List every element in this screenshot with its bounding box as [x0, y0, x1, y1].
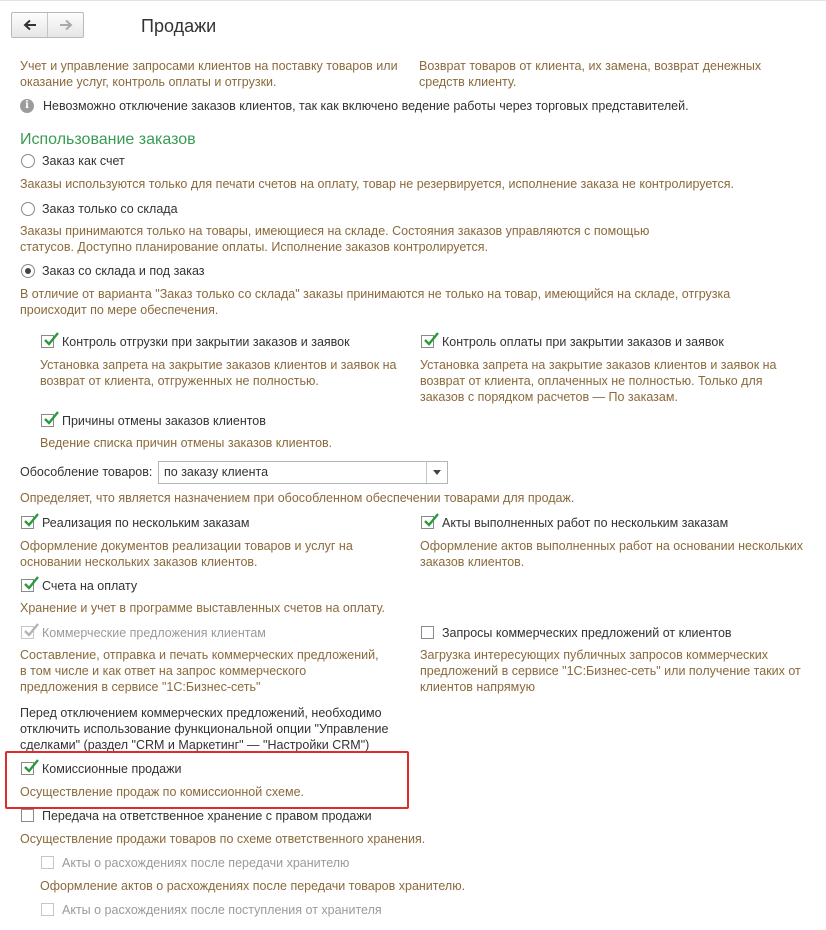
- offers-note: Перед отключением коммерческих предложений, необходимо отключить использование функциональной опции "Управление сделками" (раздел "CRM и Маркетинг" — "Настройки CRM"): [20, 706, 389, 752]
- checkbox-label[interactable]: Счета на оплату: [42, 579, 138, 593]
- checkbox-custody-acts-transfer: [41, 856, 54, 869]
- checkmark-icon: [423, 331, 439, 347]
- dropdown-button[interactable]: [426, 462, 447, 483]
- checkbox-offers: [21, 626, 34, 639]
- setting-description: Хранение и учет в программе выставленных счетов на оплату.: [20, 601, 385, 615]
- checkbox-realization[interactable]: [21, 516, 34, 529]
- checkbox-offer-requests[interactable]: [421, 626, 434, 639]
- radio-order-from-stock[interactable]: [21, 202, 35, 216]
- checkbox-label[interactable]: Реализация по нескольким заказам: [42, 516, 250, 530]
- orders-description: Учет и управление запросами клиентов на поставку товаров или оказание услуг, контроль оплаты и отгрузки.: [20, 59, 398, 89]
- isolation-label: Обособление товаров:: [20, 465, 153, 479]
- option-description: Заказы используются только для печати счетов на оплату, товар не резервируется, исполнение заказа не контролируется.: [20, 177, 734, 191]
- checkmark-icon: [23, 758, 39, 774]
- radio-label[interactable]: Заказ со склада и под заказ: [42, 264, 205, 278]
- page-title: Продажи: [141, 16, 217, 36]
- checkbox-label[interactable]: Комиссионные продажи: [42, 762, 182, 776]
- info-message: Невозможно отключение заказов клиентов, так как включено ведение работы через торговых представителей.: [43, 99, 689, 113]
- option-description: Заказы принимаются только на товары, имеющиеся на складе. Состояния заказов управляются с помощью статусов. Доступно планирование оплаты. Исполнение заказов контролируется.: [20, 224, 650, 254]
- isolation-select[interactable]: [158, 461, 448, 484]
- checkbox-label[interactable]: Передача на ответственное хранение с правом продажи: [42, 809, 372, 823]
- setting-description: Оформление актов о расхождениях после передачи товаров хранителю.: [40, 879, 466, 893]
- radio-label[interactable]: Заказ только со склада: [42, 202, 178, 216]
- top-border: [0, 0, 826, 1]
- checkbox-custody-acts-receipt: [41, 903, 54, 916]
- isolation-value: по заказу клиента: [164, 465, 269, 479]
- section-title-orders: Использование заказов: [20, 131, 196, 148]
- isolation-description: Определяет, что является назначением при обособленном обеспечении товарами для продаж.: [20, 491, 575, 505]
- setting-description: Осуществление продаж по комиссионной схеме.: [20, 785, 304, 799]
- checkbox-ship-control[interactable]: [41, 335, 54, 348]
- setting-description: Осуществление продажи товаров по схеме ответственного хранения.: [20, 832, 426, 846]
- checkbox-pay-control[interactable]: [421, 335, 434, 348]
- checkbox-invoices[interactable]: [21, 579, 34, 592]
- checkbox-label[interactable]: Контроль оплаты при закрытии заказов и заявок: [442, 335, 724, 349]
- setting-description: Оформление документов реализации товаров и услуг на основании нескольких заказов клиентов.: [20, 539, 353, 569]
- setting-description: Установка запрета на закрытие заказов клиентов и заявок на возврат от клиента, оплаченных не полностью. Только для заказов с порядком расчетов — По заказам.: [420, 358, 777, 404]
- setting-description: Оформление актов выполненных работ на основании нескольких заказов клиентов.: [420, 539, 804, 569]
- checkbox-label[interactable]: Акты выполненных работ по нескольким заказам: [442, 516, 729, 530]
- setting-description: Установка запрета на закрытие заказов клиентов и заявок на возврат от клиента, отгруженных не полностью.: [40, 358, 397, 388]
- checkbox-cancel-reasons[interactable]: [41, 414, 54, 427]
- checkmark-icon: [43, 410, 59, 426]
- checkbox-label[interactable]: Контроль отгрузки при закрытии заказов и заявок: [62, 335, 350, 349]
- checkbox-label: Акты о расхождениях после поступления от хранителя: [62, 903, 382, 917]
- radio-selected-dot: [25, 268, 31, 274]
- radio-label[interactable]: Заказ как счет: [42, 154, 125, 168]
- checkbox-label[interactable]: Запросы коммерческих предложений от клиентов: [442, 626, 732, 640]
- arrow-left-icon: [23, 19, 37, 31]
- forward-button[interactable]: [47, 13, 83, 37]
- option-description: В отличие от варианта "Заказ только со склада" заказы принимаются не только на товар, имеющийся на складе, отгрузка происходит по мере обеспечения.: [20, 287, 731, 317]
- checkbox-label: Акты о расхождениях после передачи хранителю: [62, 856, 350, 870]
- checkmark-icon: [23, 622, 39, 638]
- radio-order-as-invoice[interactable]: [21, 154, 35, 168]
- checkbox-label[interactable]: Причины отмены заказов клиентов: [62, 414, 266, 428]
- returns-description: Возврат товаров от клиента, их замена, возврат денежных средств клиенту.: [419, 59, 762, 89]
- checkmark-icon: [23, 512, 39, 528]
- setting-description: Составление, отправка и печать коммерческих предложений, в том числе и как ответ на запрос коммерческого предложения в сервисе "1С:Бизнес-сеть": [20, 648, 379, 694]
- checkmark-icon: [23, 575, 39, 591]
- info-icon: i: [20, 99, 34, 113]
- back-button[interactable]: [12, 13, 47, 37]
- checkbox-commission[interactable]: [21, 762, 34, 775]
- checkbox-acts[interactable]: [421, 516, 434, 529]
- checkmark-icon: [423, 512, 439, 528]
- arrow-right-icon: [59, 19, 73, 31]
- checkbox-label: Коммерческие предложения клиентам: [42, 626, 266, 640]
- checkbox-custody[interactable]: [21, 809, 34, 822]
- chevron-down-icon: [433, 470, 441, 475]
- setting-description: Загрузка интересующих публичных запросов коммерческих предложений в сервисе "1С:Бизнес-сеть" или получение таких от клиентов напрямую: [420, 648, 801, 694]
- highlight-frame: [5, 751, 409, 809]
- checkmark-icon: [43, 331, 59, 347]
- nav-buttons: [11, 12, 84, 38]
- setting-description: Ведение списка причин отмены заказов клиентов.: [40, 436, 333, 450]
- radio-order-stock-and-custom[interactable]: [21, 264, 35, 278]
